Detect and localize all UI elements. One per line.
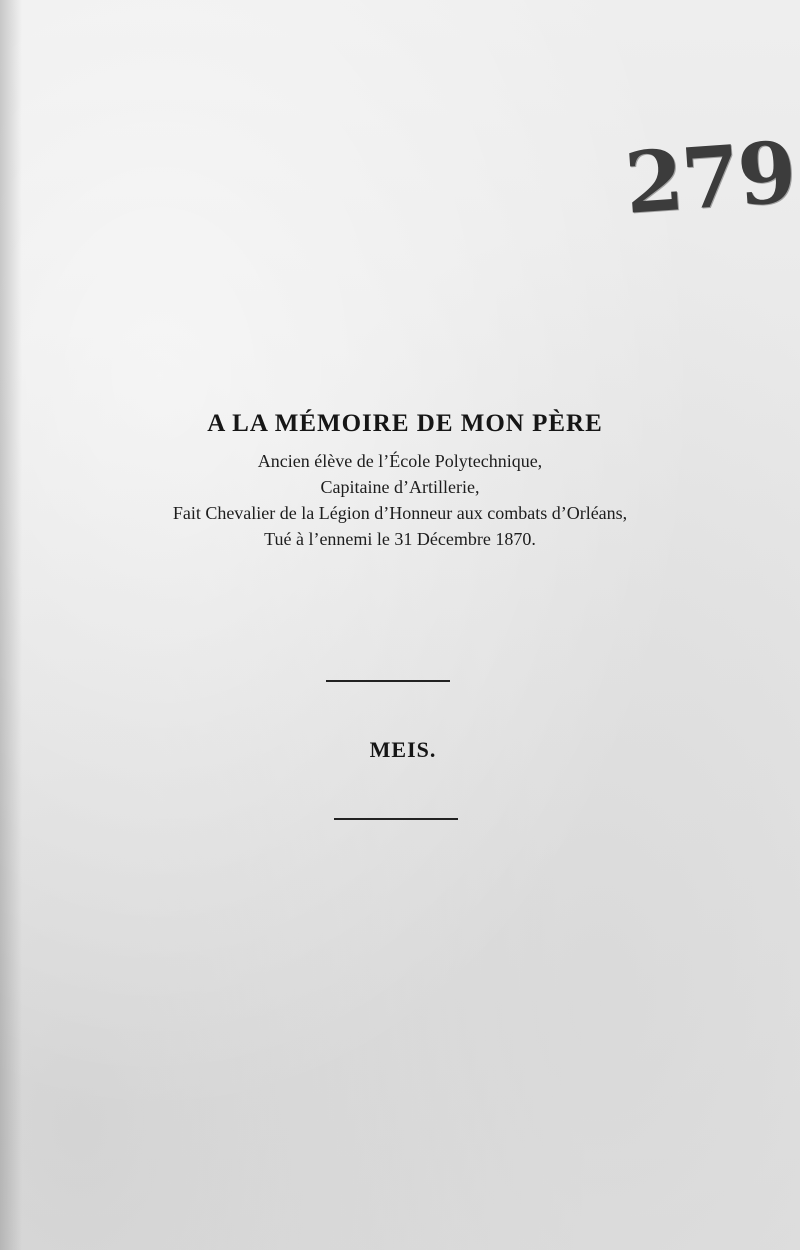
divider-rule-top bbox=[326, 680, 450, 682]
dedication-block bbox=[0, 410, 800, 552]
dedication-line-rank: Capitaine d’Artillerie, bbox=[320, 477, 480, 497]
dedication-line-school: Ancien élève de l’École Polytechnique, bbox=[257, 451, 543, 471]
page-edge-shadow bbox=[0, 0, 22, 1250]
divider-rule-bottom bbox=[334, 818, 458, 820]
dedication-line-honor: Fait Chevalier de la Légion d’Honneur aux combats d’Orléans, bbox=[172, 503, 628, 523]
dedication-title: A LA MÉMOIRE DE MON PÈRE bbox=[207, 410, 603, 437]
catalog-number-stamp: 279 bbox=[621, 122, 798, 233]
signature: MEIS. bbox=[369, 737, 437, 762]
dedication-line-death: Tué à l’ennemi le 31 Décembre 1870. bbox=[264, 529, 536, 549]
